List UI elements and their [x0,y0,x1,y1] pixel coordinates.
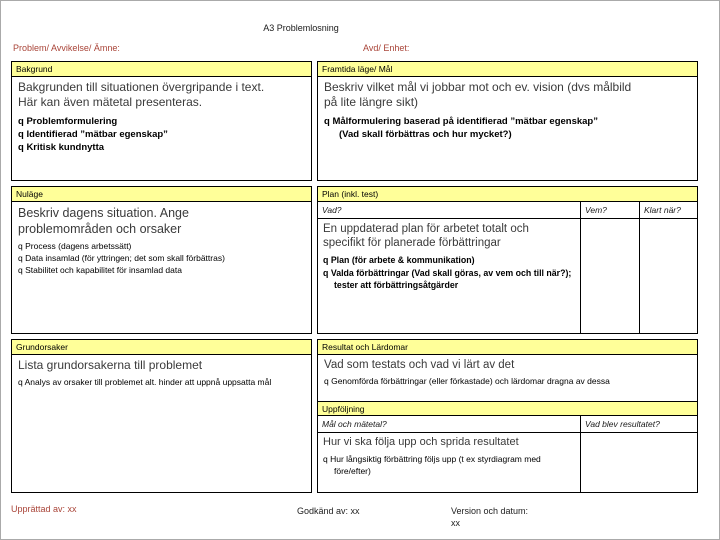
nulage-body-line: Beskriv dagens situation. Ange [18,205,189,220]
problem-subject-label: Problem/ Avvikelse/ Ämne: [13,43,120,53]
nulage-box [11,186,312,334]
framtida-body-line: på lite längre sikt) [324,95,419,110]
uppfoljning-column-header-row [318,416,697,433]
bakgrund-body-line: Bakgrunden till situationen övergripande i text. [18,79,265,94]
plan-checklist [323,254,575,291]
resultat-body-line: Vad som testats och vad vi lärt av det [324,358,515,371]
nulage-content [12,202,311,334]
framtida-lage-header: Framtida läge/ Mål [318,62,697,77]
bakgrund-box [11,61,312,181]
checkbox-item: q Analys av orsaker till problemet alt. hinder att uppnå uppsatta mål [18,377,272,388]
grundorsaker-body-line: Lista grundorsakerna till problemet [18,357,203,372]
nulage-body-line: problemområden och orsaker [18,221,182,236]
bakgrund-content [12,77,311,181]
plan-col-vem: Vem? [581,202,640,218]
page-title: A3 Problemlosning [263,23,339,33]
checkbox-item: q Process (dagens arbetssätt) [18,241,132,251]
nulage-checklist [18,241,305,277]
plan-body-line: specifikt för planerade förbättringar [323,236,501,249]
resultat-header: Resultat och Lärdomar [318,340,697,355]
grundorsaker-content [12,355,311,493]
framtida-lage-box [317,61,698,181]
plan-body-line: En uppdaterad plan för arbetet totalt och [323,222,529,235]
created-by-label: Upprättad av: xx [11,504,77,514]
plan-vad-cell [318,219,581,334]
plan-box [317,186,698,334]
plan-klart-cell [640,219,697,334]
plan-col-klart: Klart när? [644,204,681,215]
uppfoljning-col-mal: Mål och mätetal? [318,416,581,432]
resultat-box [317,339,698,493]
checkbox-item: q Hur långsiktig förbättring följs upp (t ex styrdiagram med före/efter) [323,453,541,476]
checkbox-item: q Plan (för arbete & kommunikation) [323,255,475,266]
resultat-content [318,355,697,401]
framtida-checklist [324,115,691,142]
checkbox-item: q Identifierad ”mätbar egenskap” [18,128,168,140]
version-date-label: Version och datum: [451,506,529,516]
uppfoljning-header: Uppföljning [318,401,697,417]
checkbox-item: q Data insamlad (för yttringen; det som skall förbättras) [18,252,225,263]
checkbox-item: q Målformulering baserad på identifierad ”mätbar egenskap” [324,115,598,127]
checkbox-item: q Problemformulering [18,115,118,127]
version-block [451,506,528,528]
resultat-checklist [324,376,691,388]
grundorsaker-checklist [18,377,305,389]
bakgrund-header: Bakgrund [12,62,311,77]
uppfoljning-right-cell [581,433,697,492]
bakgrund-body-line: Här kan även mätetal presenteras. [18,95,203,110]
checkbox-item-continuation: (Vad skall förbättras och hur mycket?) [339,128,512,140]
plan-column-header-row [318,202,697,219]
checkbox-item: q Valda förbättringar (Vad skall göras, av vem och till när?); tester att förbättringsåtgärder [323,267,572,290]
framtida-body-line: Beskriv vilket mål vi jobbar mot och ev. vision (dvs målbild [324,79,632,94]
plan-col-vad: Vad? [318,202,581,218]
grundorsaker-box [11,339,312,493]
uppfoljning-col-resultat: Vad blev resultatet? [585,419,660,429]
grundorsaker-header: Grundorsaker [12,340,311,355]
checkbox-item: q Genomförda förbättringar (eller förkastade) och lärdomar dragna av dessa [324,375,610,386]
nulage-header: Nuläge [12,187,311,202]
checkbox-item: q Stabilitet och kapabilitet för insamlad data [18,264,182,275]
version-date-value: xx [451,518,460,528]
plan-header: Plan (inkl. test) [318,187,697,202]
checkbox-item: q Kritisk kundnytta [18,142,105,154]
approved-by-label: Godkänd av: xx [297,506,360,516]
plan-body-row [318,219,697,334]
plan-vem-cell [581,219,640,334]
department-label: Avd/ Enhet: [363,43,410,53]
framtida-lage-content [318,77,697,181]
uppfoljning-checklist [323,454,575,478]
uppfoljning-body-row [318,433,697,492]
bakgrund-checklist [18,115,305,155]
uppfoljning-left-cell [318,433,581,492]
uppfoljning-body-line: Hur vi ska följa upp och sprida resultatet [323,436,519,448]
